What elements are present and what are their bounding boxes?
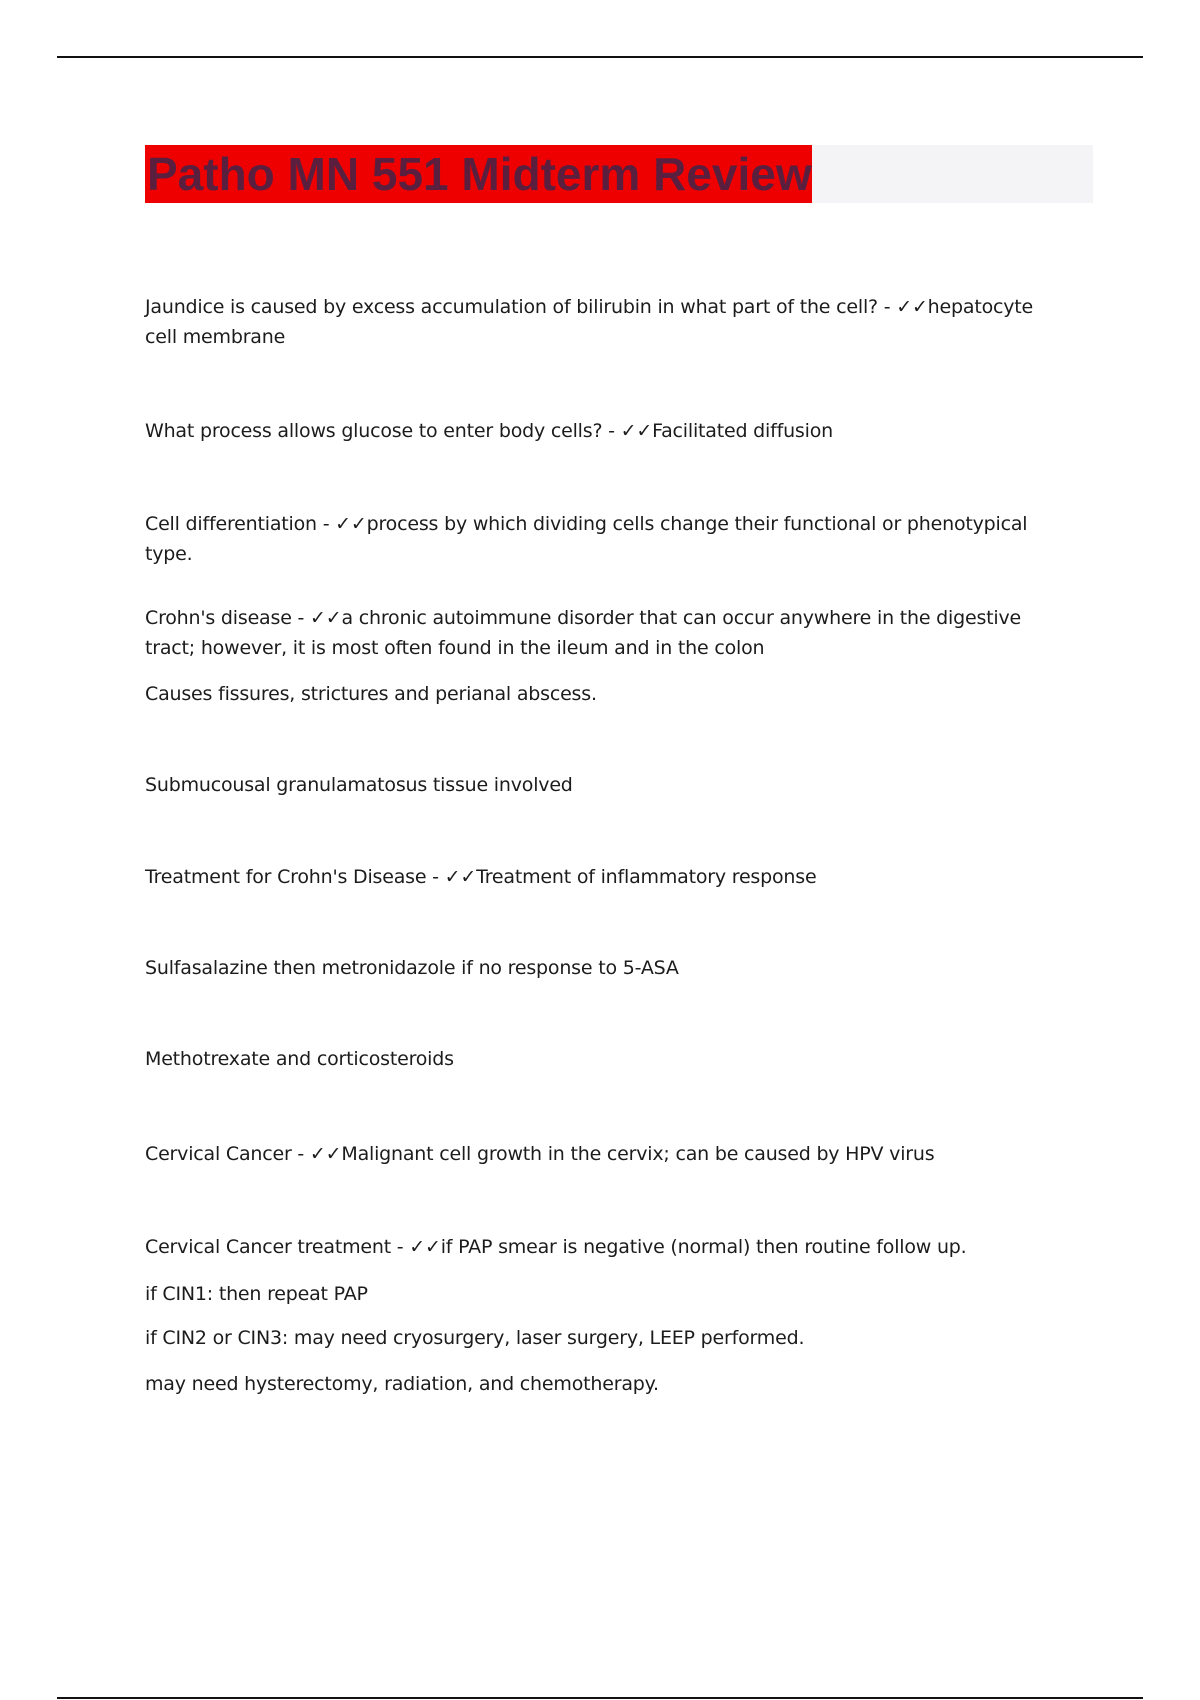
crohns-note-fissures: Causes fissures, strictures and perianal abscess. — [145, 683, 597, 705]
page-title: Patho MN 551 Midterm Review — [147, 148, 812, 200]
qa-cervical-cancer: Cervical Cancer - ✓✓Malignant cell growth in the cervix; can be caused by HPV virus — [145, 1143, 935, 1165]
qa-cervical-treatment: Cervical Cancer treatment - ✓✓if PAP smear is negative (normal) then routine follow up. — [145, 1236, 967, 1258]
qa-crohns-treatment: Treatment for Crohn's Disease - ✓✓Treatment of inflammatory response — [145, 866, 817, 888]
qa-crohns: Crohn's disease - ✓✓a chronic autoimmune disorder that can occur anywhere in the digestive tract; however, it is most often found in the ileum and in the colon — [145, 607, 1022, 659]
cervical-note-cin1: if CIN1: then repeat PAP — [145, 1283, 368, 1305]
qa-glucose: What process allows glucose to enter body cells? - ✓✓Facilitated diffusion — [145, 420, 833, 442]
crohns-note-tissue: Submucousal granulamatosus tissue involved — [145, 774, 573, 796]
treatment-methotrexate: Methotrexate and corticosteroids — [145, 1048, 454, 1070]
qa-cell-differentiation: Cell differentiation - ✓✓process by which dividing cells change their functional or phenotypical type. — [145, 513, 1028, 565]
treatment-sulfasalazine: Sulfasalazine then metronidazole if no response to 5-ASA — [145, 957, 679, 979]
top-rule — [57, 56, 1143, 58]
cervical-note-hysterectomy: may need hysterectomy, radiation, and chemotherapy. — [145, 1373, 659, 1395]
bottom-rule — [57, 1697, 1143, 1699]
title-highlight — [145, 145, 812, 203]
cervical-note-cin2-cin3: if CIN2 or CIN3: may need cryosurgery, laser surgery, LEEP performed. — [145, 1327, 805, 1349]
qa-jaundice: Jaundice is caused by excess accumulation of bilirubin in what part of the cell? - ✓✓hepatocyte cell membrane — [145, 296, 1034, 348]
